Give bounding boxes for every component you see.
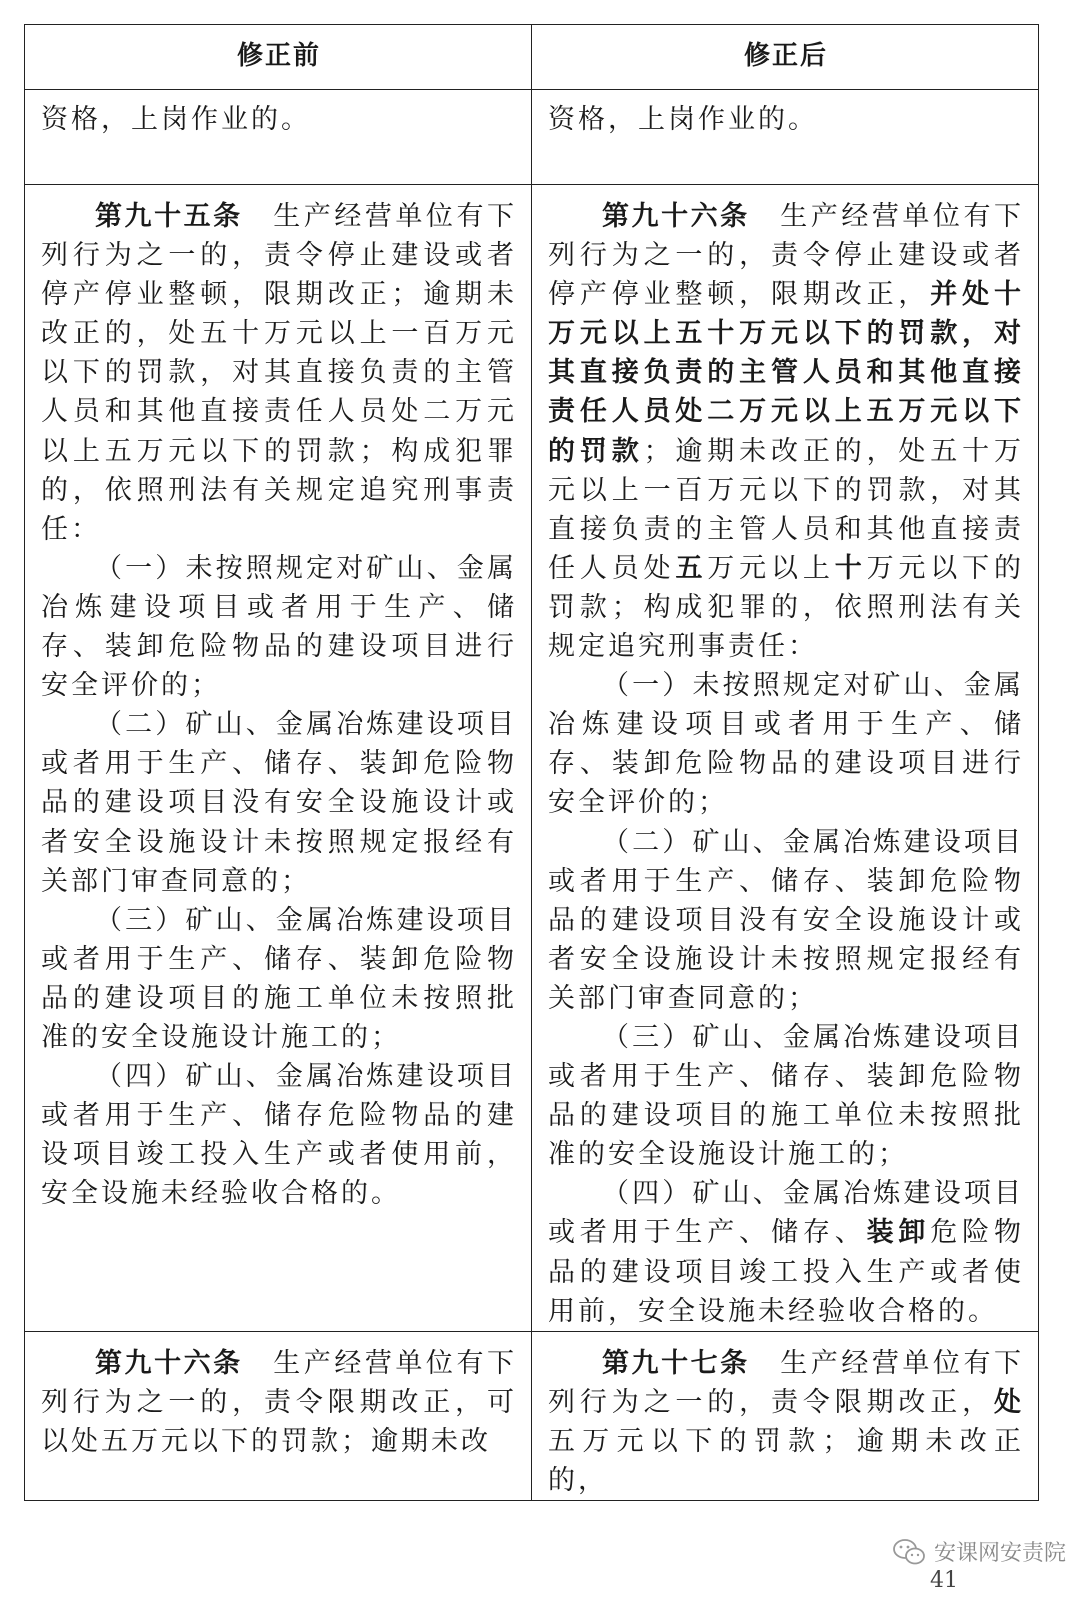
table-row [25,1331,1039,1500]
article-text: 万元以下的罚款；构成犯罪的，依照刑法有关规定追究刑事责任： [548,552,1025,663]
amended-text: 装卸 [866,1217,931,1249]
page-number: 41 [930,1568,958,1593]
article-number: 第九十六条 [602,201,750,232]
table-row [25,185,1039,1332]
cell-before [25,90,532,185]
article-paragraph [41,197,517,549]
article-text: 生产经营单位有下列行为之一的，责令限期改正，可以处五万元以下的罚款；逾期未改 [41,1347,518,1457]
clause-text: 资格，上岗作业的。 [41,104,311,135]
cell-after [532,90,1039,185]
header-after: 修正后 [532,25,1039,90]
cell-before [25,185,532,1332]
amended-text: 十 [834,552,867,584]
header-row [25,25,1039,90]
article-text: 生产经营单位有下列行为之一的，责令限期改正， [548,1347,1025,1418]
list-item: （四）矿山、金属冶炼建设项目或者用于生产、储存、装卸危险物品的建设项目竣工投入生产或者使用前，安全设施未经验收合格的。 [548,1178,1025,1327]
cell-before [25,1331,532,1500]
article-paragraph [548,1344,1024,1500]
article-text: 生产经营单位有下列行为之一的，责令停止建设或者停产停业整顿，限期改正， [548,201,1025,311]
article-text: 生产经营单位有下列行为之一的，责令停止建设或者停产停业整顿，限期改正；逾期未改正的，处五十万元以上一百万元以下的罚款，对其直接负责的主管人员和其他直接责任人员处二万元以上五万元以下的罚款；构成犯罪的，依照刑法有关规定追究刑事责任： [41,201,518,545]
article-number: 第九十五条 [95,201,243,232]
table-row [25,90,1039,185]
article-paragraph [41,1344,517,1461]
article-number: 第九十六条 [95,1347,243,1379]
header-before: 修正前 [25,25,532,90]
cell-after [532,185,1039,1332]
amended-text: 处 [994,1386,1024,1418]
amended-text: 五 [675,552,708,584]
list-item: （四）矿山、金属冶炼建设项目或者用于生产、储存危险物品的建设项目竣工投入生产或者使用前，安全设施未经验收合格的。 [41,1061,517,1210]
list-item: （二）矿山、金属冶炼建设项目或者用于生产、储存、装卸危险物品的建设项目没有安全设施设计或者安全设施设计未按照规定报经有关部门审查同意的； [548,826,1024,1014]
comparison-table [24,24,1039,1501]
article-paragraph [548,197,1024,666]
list-item: （一）未按照规定对矿山、金属冶炼建设项目或者用于生产、储存、装卸危险物品的建设项目进行安全评价的； [41,552,517,702]
amended-text: 并处十万元以上五十万元以下的罚款，对其直接负责的主管人员和其他直接责任人员处二万元以上五万元以下的罚款 [548,279,1025,467]
list-item: （三）矿山、金属冶炼建设项目或者用于生产、储存、装卸危险物品的建设项目的施工单位未按照批准的安全设施设计施工的； [41,904,517,1053]
list-item: （二）矿山、金属冶炼建设项目或者用于生产、储存、装卸危险物品的建设项目没有安全设施设计或者安全设施设计未按照规定报经有关部门审查同意的； [41,709,517,897]
clause-text: 资格，上岗作业的。 [548,104,818,135]
watermark-text: 安课网安责院 [933,1541,1066,1566]
list-item: （三）矿山、金属冶炼建设项目或者用于生产、储存、装卸危险物品的建设项目的施工单位未按照批准的安全设施设计施工的； [548,1021,1024,1171]
article-text: 万元以上 [707,552,835,584]
article-text: 五万元以下的罚款；逾期未改正的， [548,1425,1024,1496]
article-number: 第九十七条 [602,1347,750,1379]
article-text: ；逾期未改正的，处五十万元以上一百万元以下的罚款，对其直接负责的主管人员和其他直接责任人员处 [548,435,1025,584]
list-item: （一）未按照规定对矿山、金属冶炼建设项目或者用于生产、储存、装卸危险物品的建设项目进行安全评价的； [548,670,1024,819]
cell-after [532,1331,1039,1500]
wechat-icon [892,1538,926,1566]
watermark [892,1536,1066,1567]
